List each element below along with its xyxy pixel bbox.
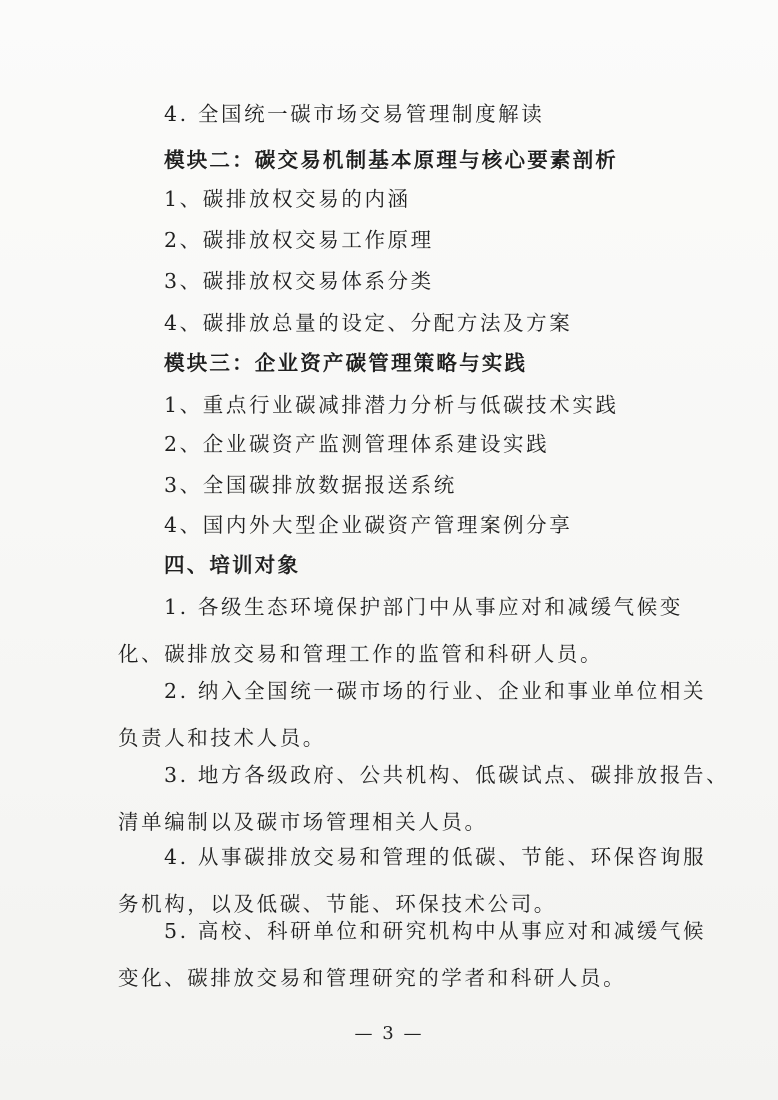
item-national-market-rules: 4. 全国统一碳市场交易管理制度解读 — [164, 102, 545, 126]
audience-paragraph-2-line-1: 2. 纳入全国统一碳市场的行业、企业和事业单位相关 — [164, 679, 707, 703]
page-number: — 3 — — [354, 1023, 424, 1044]
item-industry-reduction-potential: 1、重点行业碳减排潜力分析与低碳技术实践 — [164, 393, 619, 417]
audience-paragraph-3-line-1: 3. 地方各级政府、公共机构、低碳试点、碳排放报告、 — [164, 763, 730, 787]
heading-training-audience: 四、培训对象 — [164, 553, 301, 577]
item-emission-data-reporting: 3、全国碳排放数据报送系统 — [164, 473, 457, 497]
audience-paragraph-2-line-2: 负责人和技术人员。 — [118, 726, 326, 750]
audience-paragraph-1-line-2: 化、碳排放交易和管理工作的监管和科研人员。 — [118, 642, 604, 666]
item-carbon-asset-cases: 4、国内外大型企业碳资产管理案例分享 — [164, 513, 573, 537]
heading-module-three: 模块三：企业资产碳管理策略与实践 — [164, 351, 528, 375]
item-emission-trading-principle: 2、碳排放权交易工作原理 — [164, 228, 434, 252]
audience-paragraph-4-line-2: 务机构，以及低碳、节能、环保技术公司。 — [118, 892, 557, 916]
item-total-emission-allocation: 4、碳排放总量的设定、分配方法及方案 — [164, 311, 573, 335]
heading-module-two: 模块二：碳交易机制基本原理与核心要素剖析 — [164, 148, 618, 172]
audience-paragraph-3-line-2: 清单编制以及碳市场管理相关人员。 — [118, 810, 488, 834]
audience-paragraph-1-line-1: 1. 各级生态环境保护部门中从事应对和减缓气候变 — [164, 595, 683, 619]
audience-paragraph-5-line-2: 变化、碳排放交易和管理研究的学者和科研人员。 — [118, 966, 627, 990]
audience-paragraph-4-line-1: 4. 从事碳排放交易和管理的低碳、节能、环保咨询服 — [164, 845, 707, 869]
item-carbon-asset-monitoring: 2、企业碳资产监测管理体系建设实践 — [164, 432, 550, 456]
item-emission-trading-classification: 3、碳排放权交易体系分类 — [164, 269, 434, 293]
audience-paragraph-5-line-1: 5. 高校、科研单位和研究机构中从事应对和减缓气候 — [164, 919, 707, 943]
item-emission-trading-meaning: 1、碳排放权交易的内涵 — [164, 187, 411, 211]
